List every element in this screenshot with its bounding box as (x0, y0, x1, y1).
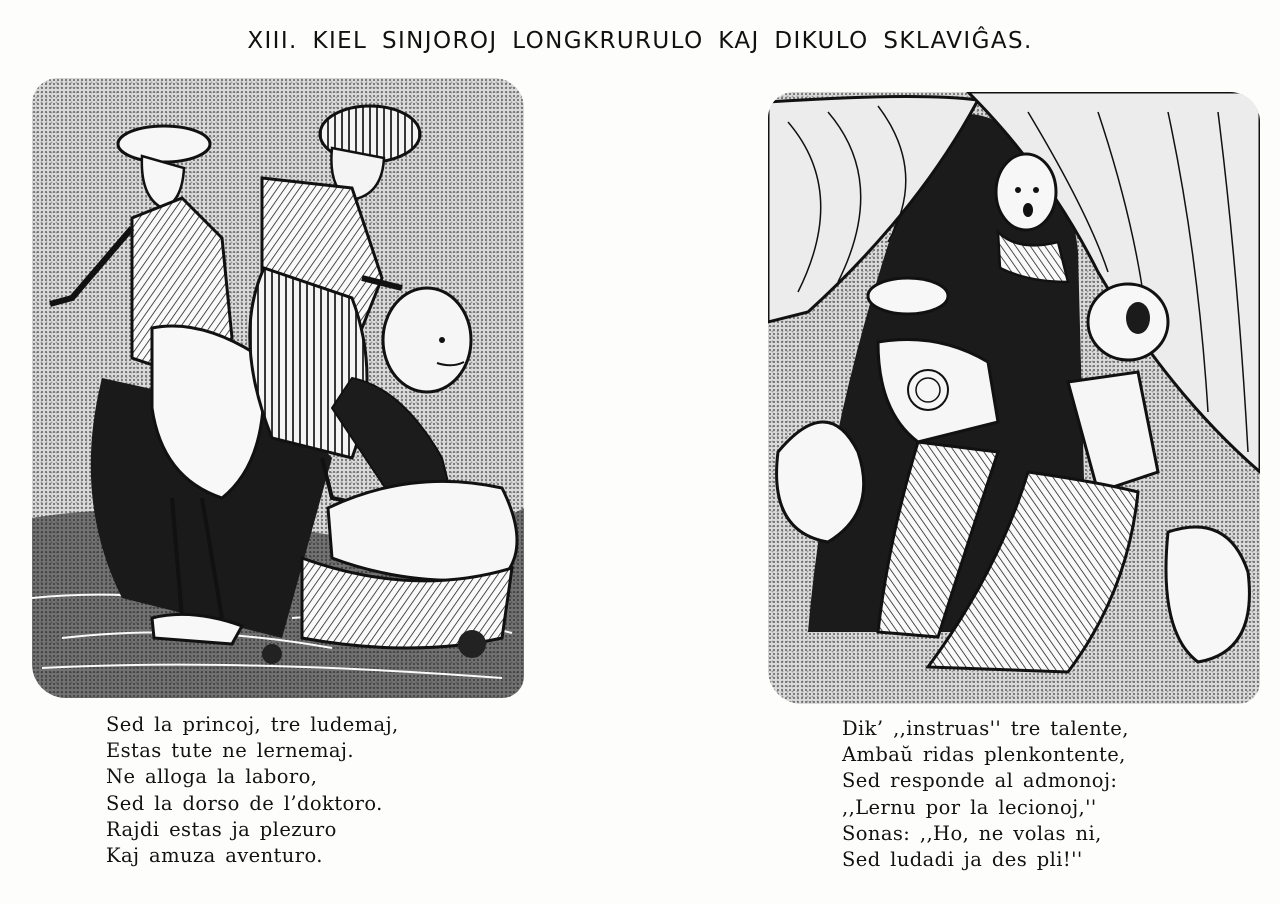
verse-line: Dik’ ,,instruas'' tre talente, (842, 717, 1129, 740)
verse-line: Estas tute ne lernemaj. (106, 739, 354, 763)
verse-left (106, 712, 399, 869)
illustration-princes-riding-doctor (32, 78, 524, 698)
verse-line: Sed ludadi ja des pli!'' (842, 848, 1083, 872)
verse-line: Sed la princoj, tre ludemaj, (106, 713, 399, 736)
verse-line: Ne alloga la laboro, (106, 765, 318, 789)
left-illustration-drawing (32, 78, 524, 698)
verse-line: Sonas: ,,Ho, ne volas ni, (842, 821, 1102, 845)
right-illustration-drawing (768, 92, 1260, 704)
verse-line: Ambaŭ ridas plenkontente, (842, 743, 1126, 767)
verse-line: Rajdi estas ja plezuro (106, 817, 337, 841)
verse-line: Sed responde al admonoj: (842, 769, 1118, 793)
illustration-princes-running-curtain (768, 92, 1260, 704)
verse-line: ,,Lernu por la lecionoj,'' (842, 795, 1097, 819)
verse-right (842, 716, 1129, 873)
verse-line: Sed la dorso de l’doktoro. (106, 791, 383, 815)
verse-line: Kaj amuza aventuro. (106, 844, 323, 868)
page-title: XIII. KIEL SINJOROJ LONGKRURULO KAJ DIKULO SKLAVIĜAS. (247, 28, 1033, 54)
